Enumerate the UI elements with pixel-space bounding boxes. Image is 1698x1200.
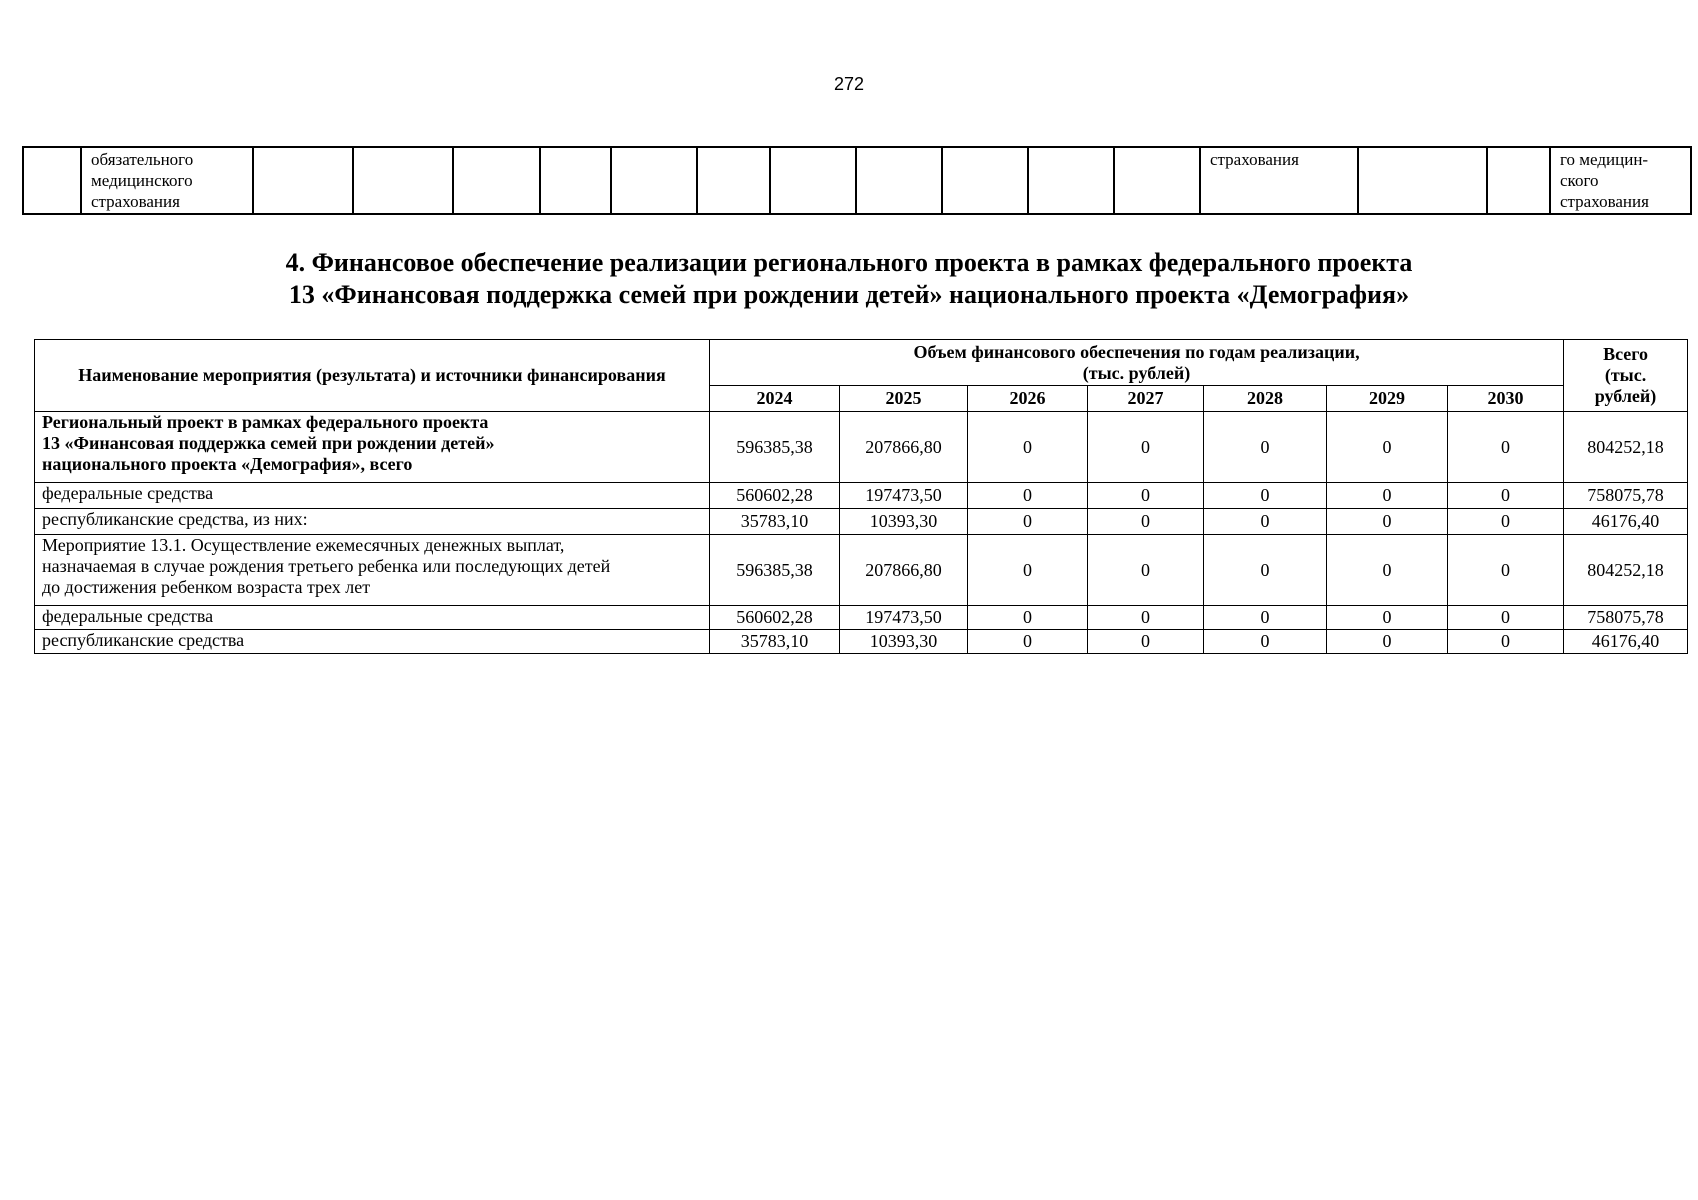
cont-line: медицинского xyxy=(91,171,193,190)
row-name xyxy=(35,630,710,654)
row-name-line: республиканские средства, из них: xyxy=(42,509,308,529)
cell-value: 0 xyxy=(968,509,1088,535)
cell-value: 35783,10 xyxy=(710,630,840,654)
cont-line: страхования xyxy=(91,192,180,211)
cont-cell xyxy=(770,147,856,214)
cell-value: 0 xyxy=(1088,412,1204,483)
cell-value: 0 xyxy=(1327,606,1448,630)
row-name-line: до достижения ребенком возраста трех лет xyxy=(42,577,371,597)
cell-value: 0 xyxy=(1088,483,1204,509)
cell-total: 758075,78 xyxy=(1564,606,1688,630)
cell-total: 804252,18 xyxy=(1564,535,1688,606)
row-name xyxy=(35,606,710,630)
cell-total: 46176,40 xyxy=(1564,509,1688,535)
cell-value: 0 xyxy=(968,535,1088,606)
header-year: 2027 xyxy=(1088,386,1204,412)
header-year: 2026 xyxy=(968,386,1088,412)
cont-cell-fund-label xyxy=(1550,147,1691,214)
cont-cell xyxy=(253,147,353,214)
table-row xyxy=(35,509,1688,535)
row-name-line: 13 «Финансовая поддержка семей при рождении детей» xyxy=(42,433,495,453)
cell-value: 10393,30 xyxy=(840,509,968,535)
row-name xyxy=(35,509,710,535)
cell-value: 0 xyxy=(1327,412,1448,483)
cont-cell xyxy=(1358,147,1487,214)
cell-value: 0 xyxy=(1088,630,1204,654)
cont-line: обязательного xyxy=(91,150,194,169)
table-row xyxy=(35,535,1688,606)
row-name xyxy=(35,535,710,606)
cont-cell xyxy=(942,147,1028,214)
cell-value: 0 xyxy=(968,483,1088,509)
cell-value: 0 xyxy=(1204,606,1327,630)
cell-value: 0 xyxy=(1204,412,1327,483)
table-row xyxy=(35,606,1688,630)
header-name: Наименование мероприятия (результата) и источники финансирования xyxy=(35,340,710,412)
cont-cell-insurance-label xyxy=(81,147,253,214)
cont-cell xyxy=(1028,147,1114,214)
table-row xyxy=(35,412,1688,483)
row-name-line: республиканские средства xyxy=(42,630,245,650)
header-row-1 xyxy=(35,340,1688,386)
cell-value: 207866,80 xyxy=(840,535,968,606)
header-total-line: Всего xyxy=(1603,344,1648,364)
header-year: 2028 xyxy=(1204,386,1327,412)
header-total xyxy=(1564,340,1688,412)
cell-value: 0 xyxy=(1088,535,1204,606)
cell-value: 0 xyxy=(1327,630,1448,654)
continuation-row xyxy=(23,147,1691,214)
cell-value: 0 xyxy=(1448,630,1564,654)
header-year: 2030 xyxy=(1448,386,1564,412)
cell-value: 560602,28 xyxy=(710,606,840,630)
cont-cell xyxy=(697,147,770,214)
cell-value: 0 xyxy=(1327,509,1448,535)
cell-value: 560602,28 xyxy=(710,483,840,509)
cont-cell xyxy=(856,147,942,214)
row-name-line: назначаемая в случае рождения третьего ребенка или последующих детей xyxy=(42,556,611,576)
row-name-line: федеральные средства xyxy=(42,606,214,626)
table-row xyxy=(35,483,1688,509)
row-name-line: Региональный проект в рамках федерального проекта xyxy=(42,412,489,432)
cell-value: 0 xyxy=(1448,535,1564,606)
heading-line-1: 4. Финансовое обеспечение реализации регионального проекта в рамках федерального проекта xyxy=(285,248,1413,277)
row-name xyxy=(35,412,710,483)
cell-value: 10393,30 xyxy=(840,630,968,654)
cell-value: 0 xyxy=(1088,606,1204,630)
cont-cell xyxy=(353,147,453,214)
cont-line: го медицин- xyxy=(1560,150,1649,169)
cell-value: 0 xyxy=(968,630,1088,654)
cell-value: 0 xyxy=(1204,509,1327,535)
page-number: 272 xyxy=(833,74,865,94)
cont-cell xyxy=(453,147,540,214)
row-name xyxy=(35,483,710,509)
cell-value: 0 xyxy=(1204,535,1327,606)
continuation-table xyxy=(22,146,1692,215)
cont-line: страхования xyxy=(1210,150,1299,169)
row-name-line: Мероприятие 13.1. Осуществление ежемесячных денежных выплат, xyxy=(42,535,565,555)
cell-value: 0 xyxy=(1327,483,1448,509)
cell-value: 0 xyxy=(1204,483,1327,509)
cell-value: 0 xyxy=(968,412,1088,483)
cell-value: 0 xyxy=(1327,535,1448,606)
cell-value: 197473,50 xyxy=(840,483,968,509)
financing-table xyxy=(34,339,1688,654)
cell-value: 0 xyxy=(1088,509,1204,535)
cont-line: ского xyxy=(1560,171,1599,190)
header-volume-line-1: Объем финансового обеспечения по годам реализации, xyxy=(913,341,1360,362)
row-name-line: федеральные средства xyxy=(42,483,214,503)
cont-cell xyxy=(611,147,697,214)
table-row xyxy=(35,630,1688,654)
cont-line: страхования xyxy=(1560,192,1649,211)
cell-value: 596385,38 xyxy=(710,412,840,483)
cont-cell xyxy=(23,147,81,214)
row-name-line: национального проекта «Демография», всего xyxy=(42,454,413,474)
cont-cell-insurance xyxy=(1200,147,1358,214)
header-total-line: рублей) xyxy=(1594,386,1657,406)
section-heading xyxy=(0,247,1698,311)
header-year: 2025 xyxy=(840,386,968,412)
cell-value: 0 xyxy=(1448,483,1564,509)
header-total-line: (тыс. xyxy=(1604,365,1647,385)
cont-cell xyxy=(1487,147,1550,214)
cell-value: 596385,38 xyxy=(710,535,840,606)
header-volume-line-2: (тыс. рублей) xyxy=(1082,362,1191,383)
cont-cell xyxy=(540,147,611,214)
header-year: 2029 xyxy=(1327,386,1448,412)
header-volume xyxy=(710,340,1564,386)
cell-value: 207866,80 xyxy=(840,412,968,483)
cell-value: 197473,50 xyxy=(840,606,968,630)
header-year: 2024 xyxy=(710,386,840,412)
cont-cell xyxy=(1114,147,1200,214)
cell-value: 0 xyxy=(1448,509,1564,535)
cell-total: 46176,40 xyxy=(1564,630,1688,654)
cell-value: 0 xyxy=(1204,630,1327,654)
heading-line-2: 13 «Финансовая поддержка семей при рождении детей» национального проекта «Демография» xyxy=(288,280,1410,309)
cell-total: 758075,78 xyxy=(1564,483,1688,509)
cell-value: 0 xyxy=(1448,606,1564,630)
cell-total: 804252,18 xyxy=(1564,412,1688,483)
cell-value: 0 xyxy=(1448,412,1564,483)
cell-value: 35783,10 xyxy=(710,509,840,535)
cell-value: 0 xyxy=(968,606,1088,630)
